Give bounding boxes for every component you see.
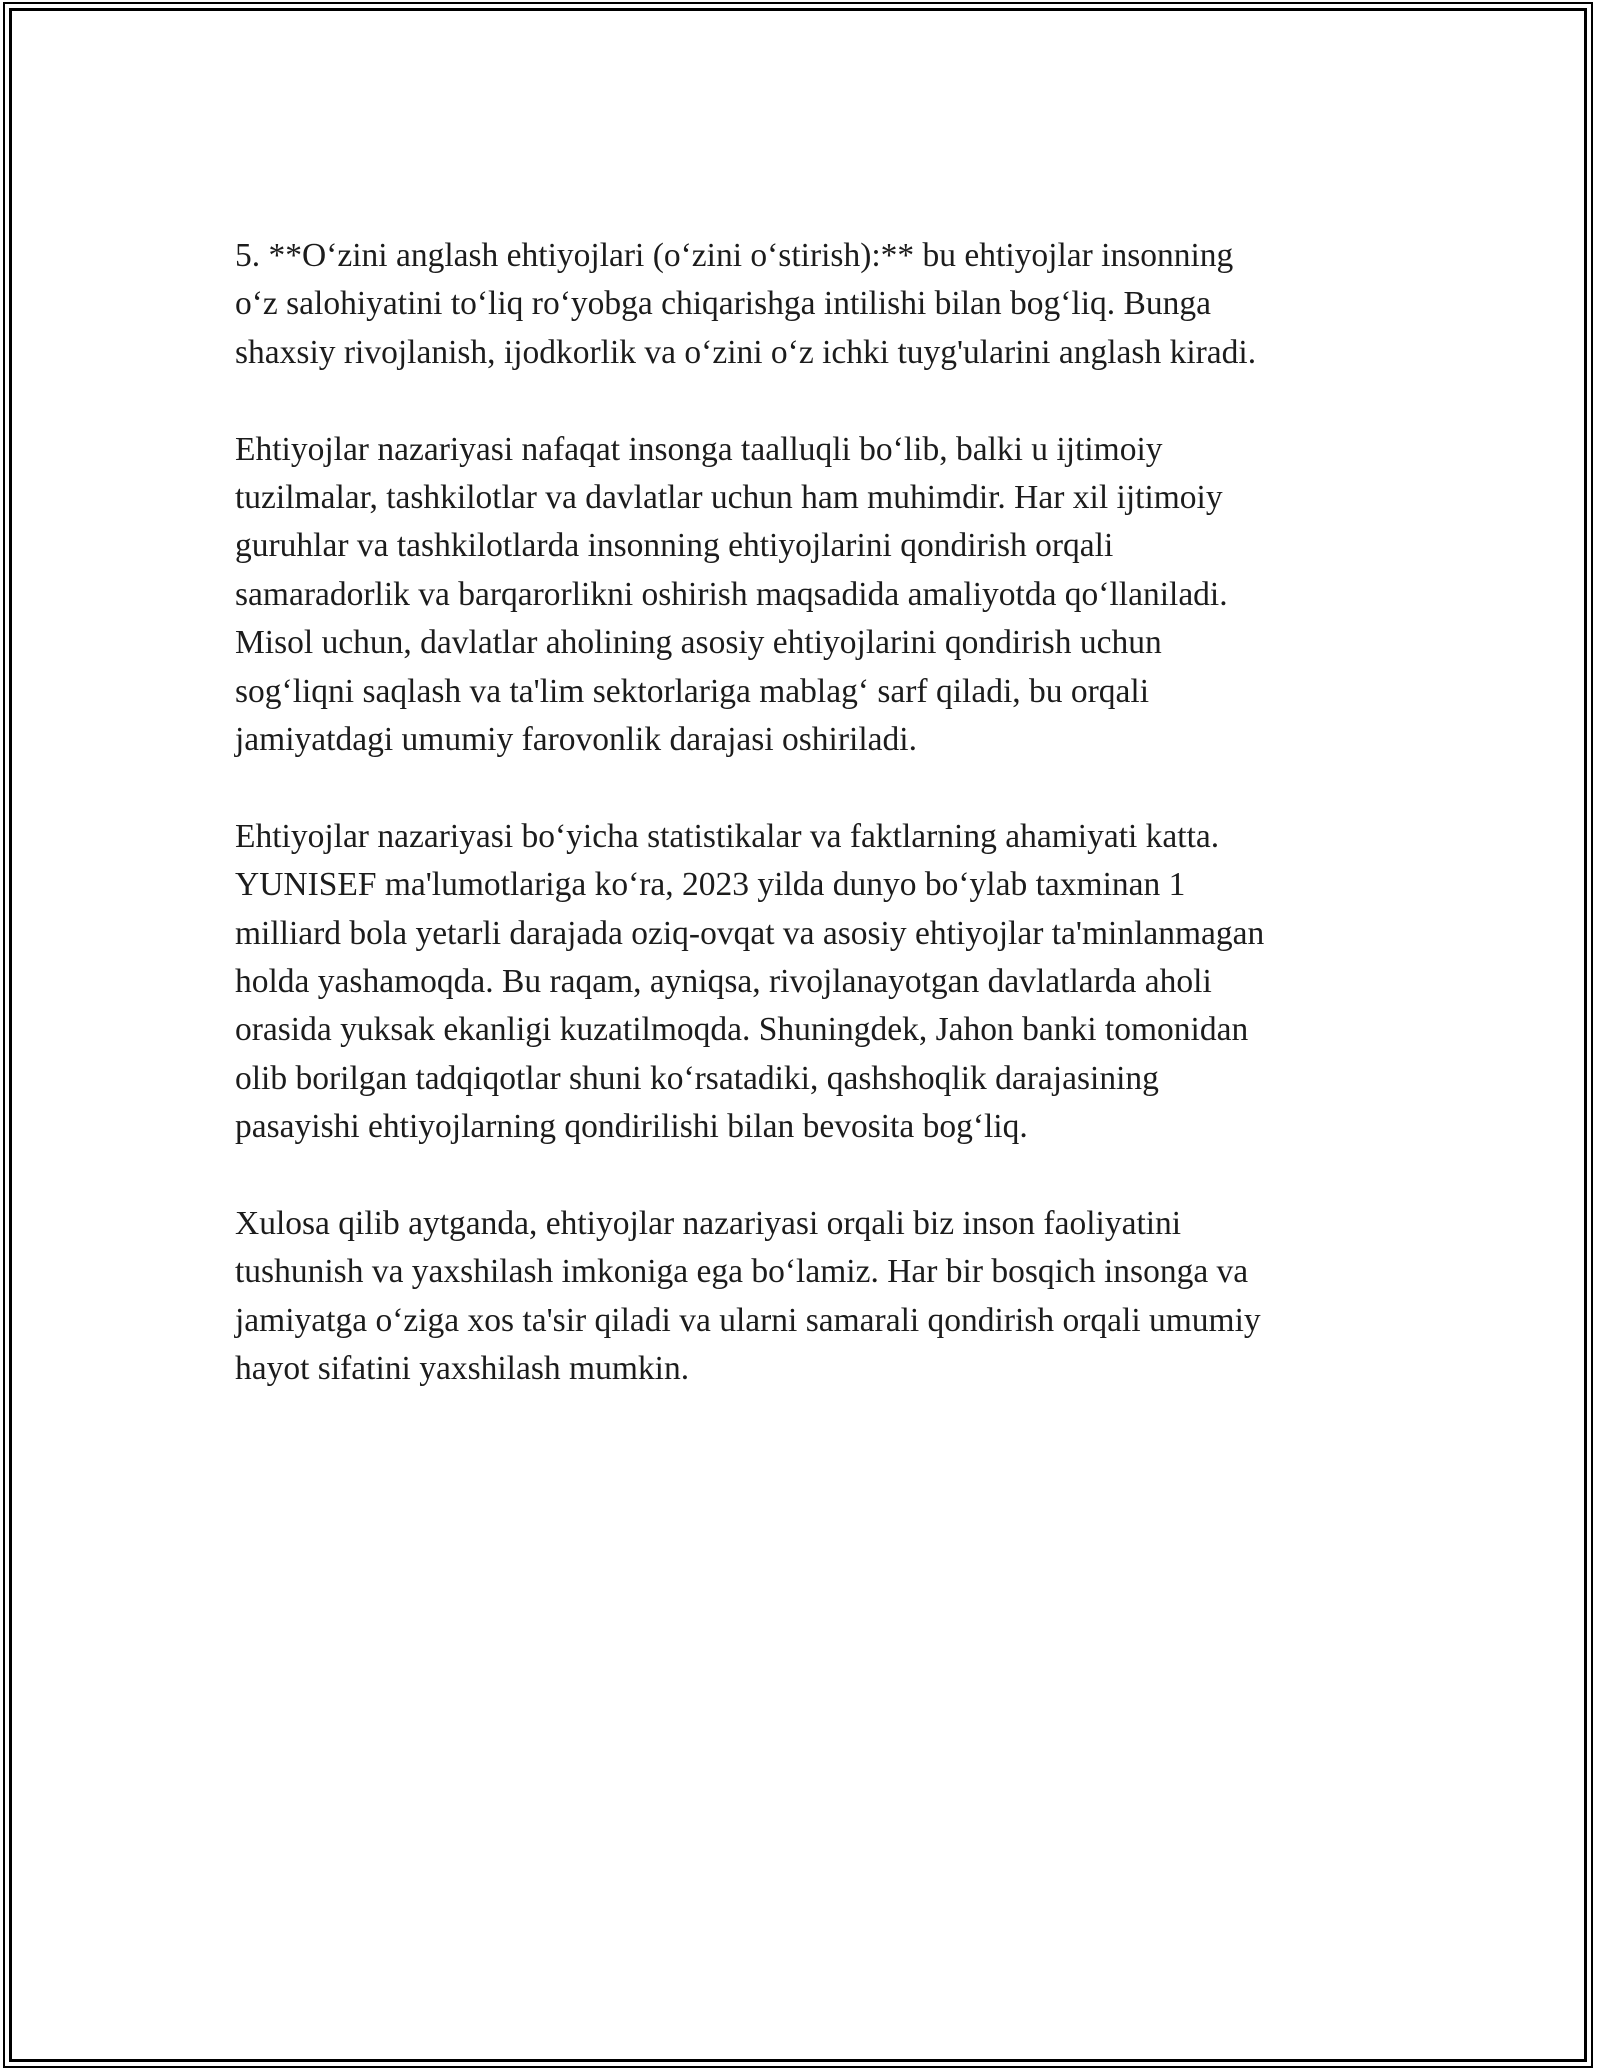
text-line: Xulosa qilib aytganda, ehtiyojlar nazariyasi orqali biz inson faoliyatini	[235, 1205, 1182, 1243]
text-line: guruhlar va tashkilotlarda insonning ehtiyojlarini qondirish orqali	[235, 527, 1114, 565]
text-line: Ehtiyojlar nazariyasi nafaqat insonga taalluqli bo‘lib, balki u ijtimoiy	[235, 430, 1163, 468]
text-line: holda yashamoqda. Bu raqam, ayniqsa, rivojlanayotgan davlatlarda aholi	[235, 963, 1212, 1001]
text-line: sog‘liqni saqlash va ta'lim sektorlariga mablag‘ sarf qiladi, bu orqali	[235, 672, 1150, 710]
text-line: milliard bola yetarli darajada oziq-ovqat va asosiy ehtiyojlar ta'minlanmagan	[235, 914, 1265, 952]
paragraph-conclusion	[235, 1200, 1385, 1394]
text-line: 5. **O‘zini anglash ehtiyojlari (o‘zini o‘stirish):** bu ehtiyojlar insonning	[235, 237, 1234, 274]
text-line: YUNISEF ma'lumotlariga ko‘ra, 2023 yilda dunyo bo‘ylab taxminan 1	[235, 866, 1186, 904]
text-line: samaradorlik va barqarorlikni oshirish maqsadida amaliyotda qo‘llaniladi.	[235, 575, 1228, 613]
text-line: tuzilmalar, tashkilotlar va davlatlar uchun ham muhimdir. Har xil ijtimoiy	[235, 479, 1223, 517]
paragraph-self-actualization	[235, 232, 1385, 377]
text-line: tushunish va yaxshilash imkoniga ega bo‘lamiz. Har bir bosqich insonga va	[235, 1253, 1249, 1291]
text-line: Misol uchun, davlatlar aholining asosiy ehtiyojlarini qondirish uchun	[235, 624, 1162, 662]
text-line: Ehtiyojlar nazariyasi bo‘yicha statistikalar va faktlarning ahamiyati katta.	[235, 817, 1220, 855]
text-line: hayot sifatini yaxshilash mumkin.	[235, 1350, 690, 1388]
text-line: olib borilgan tadqiqotlar shuni ko‘rsatadiki, qashshoqlik darajasining	[235, 1059, 1159, 1097]
text-line: shaxsiy rivojlanish, ijodkorlik va o‘zini o‘z ichki tuyg'ularini anglash kiradi.	[235, 333, 1257, 371]
paragraph-statistics	[235, 813, 1385, 1152]
text-line: pasayishi ehtiyojlarning qondirilishi bilan bevosita bog‘liq.	[235, 1108, 1028, 1146]
text-line: orasida yuksak ekanligi kuzatilmoqda. Shuningdek, Jahon banki tomonidan	[235, 1011, 1249, 1049]
text-line: o‘z salohiyatini to‘liq ro‘yobga chiqarishga intilishi bilan bog‘liq. Bunga	[235, 285, 1211, 323]
document-body	[235, 232, 1385, 1442]
text-line: jamiyatdagi umumiy farovonlik darajasi oshiriladi.	[235, 721, 917, 759]
text-line: jamiyatga o‘ziga xos ta'sir qiladi va ularni samarali qondirish orqali umumiy	[235, 1301, 1261, 1339]
paragraph-social-structures	[235, 426, 1385, 765]
